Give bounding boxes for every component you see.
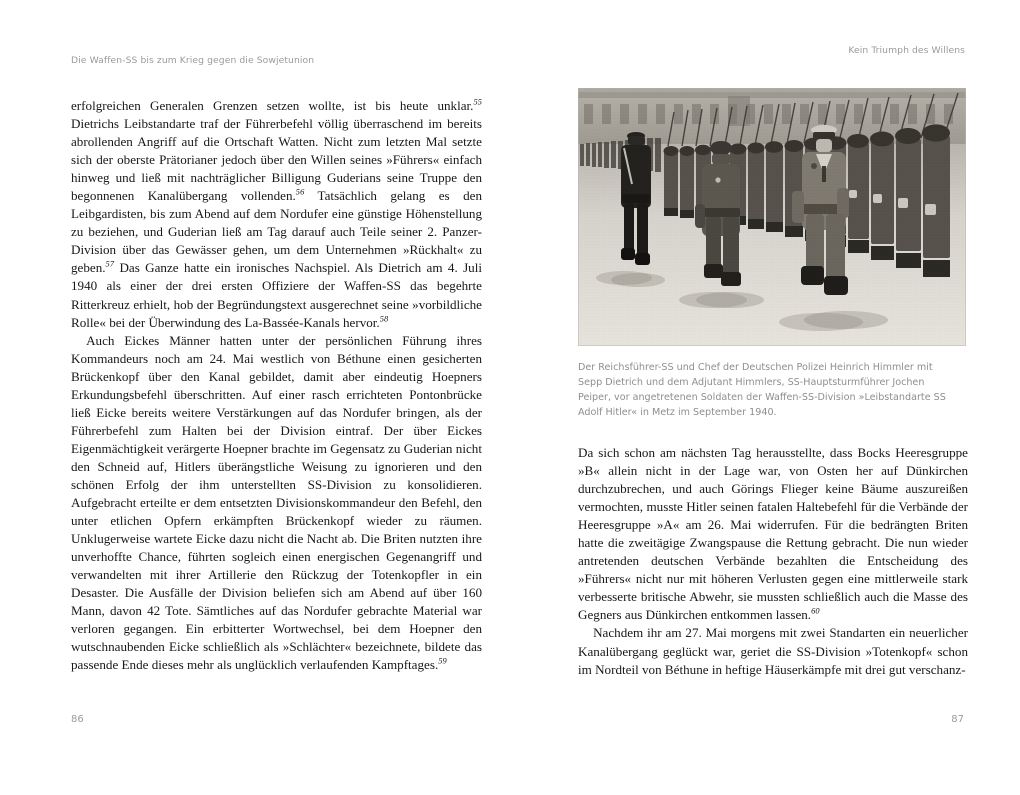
paragraph: Auch Eickes Männer hatten unter der persönlichen Führung ihres Kommandeurs noch am 24. Mai westlich von Béthune einen gesicherten Brückenkopf über den Kanal gebildet, damit aber eindeutig Hoepners Erkundungsbefehl überschritten. Auf einer rasch errichteten Pontonbrücke ließ Eicke bereits weitere Verstärkungen auf das Nordufer bringen, als der Führerbefehl zum Halten bei der Division eintraf. Der über Eickes Eigenmächtigkeit verärgerte Hoepner brachte im Gegensatz zu Guderian nicht den Schneid auf, Hitlers überängstliche Weisung zu ignorieren und den schönen Erfolg der ihm unterstellten SS-Division zu konsolidieren. Aufgebracht erteilte er dem entsetzten Divisionskommandeur den Befehl, den unter etlichen Opfern erkämpften Brückenkopf wieder zu räumen. Unklugerweise wartete Eicke dazu nicht die Nacht ab. Die Briten nutzten ihre unverhoffte Chance, führten sogleich einen energischen Gegenangriff und verwandelten mit ihrer Artillerie den Rückzug der Totenkopfler in ein Desaster. Die Ausfälle der Division beliefen sich am Abend auf über 160 Mann, davon 42 Tote. Sämtliches auf das Nordufer gebrachte Material war verloren gegangen. Ein erbitterter Wortwechsel, bei dem Hoepner den wutschnaubenden Eicke schließlich als »Schlächter« bezeichnete, bildete das passende Ende dieses mehr als unglücklich verlaufenden Kampftages.$^{59}$ <box>71 332 482 673</box>
footnote-reference: 59 <box>438 657 447 667</box>
figure-caption: Der Reichsführer-SS und Chef der Deutschen Polizei Heinrich Himmler mit Sepp Dietrich und dem Adjutant Himmlers, SS-Hauptsturmführer Jochen Peiper, vor angetretenen Soldaten der Waffen-SS-Division »Leibstandarte SS Adolf Hitler« in Metz im September 1940. <box>578 362 946 419</box>
running-head-verso: Die Waffen-SS bis zum Krieg gegen die Sowjetunion <box>71 55 315 66</box>
paragraph: Nachdem ihr am 27. Mai morgens mit zwei Standarten ein neuerlicher Kanalübergang geglückt war, geriet die SS-Division »Totenkopf« schon im Nordteil von Béthune in heftige Häuserkämpfe mit drei gut verschanz- <box>578 625 968 677</box>
footnote-reference: 60 <box>811 607 820 617</box>
body-text-verso <box>71 97 482 675</box>
paragraph: Da sich schon am nächsten Tag herausstellte, dass Bocks Heeresgruppe »B« allein nicht in der Lage war, von Osten her auf Dünkirchen durchzubrechen, und auch Görings Flieger keine Bäume auszureißen vermochten, musste Hitler seinen fatalen Haltebefehl für die Verbände der Heeresgruppe »A« am 26. Mai widerrufen. Für die bedrängten Briten hatte die zweitägige Zwangspause die Rettung gebracht. Die nun wieder antretenden deutschen Verbände bezahlten die Entscheidung des »Führers« nicht nur mit höheren Verlusten gegen eine mittlerweile stark verbesserte britische Abwehr, sie mussten schließlich auch die Masse des Gegners aus Dünkirchen entkommen lassen.$^{60}$ <box>578 445 968 623</box>
page-number-verso: 86 <box>71 714 84 725</box>
footnote-reference: 58 <box>379 314 389 324</box>
historical-photograph <box>578 88 966 346</box>
paragraph: erfolgreichen Generalen Grenzen setzen wollte, ist bis heute unklar.$^{55}$ Dietrichs Leibstandarte traf der Führerbefehl völlig überraschend im bereits abrollenden Angriff auf die Ortschaft Watten. Nicht zum letzten Mal setzte sich der oberste Prätorianer jedoch über den Willen seines »Führers« einfach hinweg und ließ mit nachträglicher Billigung Guderians seine Truppe den begonnenen Kanalübergang vollenden.$^{56}$ Tatsächlich gelang es den Leibgardisten, bis zum Abend auf dem Nordufer eine günstige Höhenstellung zu beziehen, und Guderian ließ am Tag darauf auch Teile seiner 2. Panzer-Division über das Gewässer gehen, um dem Unternehmen »Rückhalt« zu geben.$^{57}$ Das Ganze hatte ein ironisches Nachspiel. Als Dietrich am 4. Juli 1940 als einer der drei ersten Offiziere der Waffen-SS das begehrte Ritterkreuz erhielt, hob der Begründungstext ausgerechnet seine »vorbildliche Rolle« bei der Überwindung des La-Bassée-Kanals hervor.$^{58}$ <box>71 97 482 330</box>
body-text-recto <box>578 444 968 679</box>
page-number-recto: 87 <box>951 714 964 725</box>
footnote-reference: 57 <box>105 260 115 270</box>
running-head-recto: Kein Triumph des Willens <box>848 45 965 56</box>
footnote-reference: 56 <box>295 187 305 197</box>
footnote-reference: 55 <box>473 97 482 107</box>
figure-block <box>578 88 966 420</box>
photograph-artwork <box>578 88 966 346</box>
